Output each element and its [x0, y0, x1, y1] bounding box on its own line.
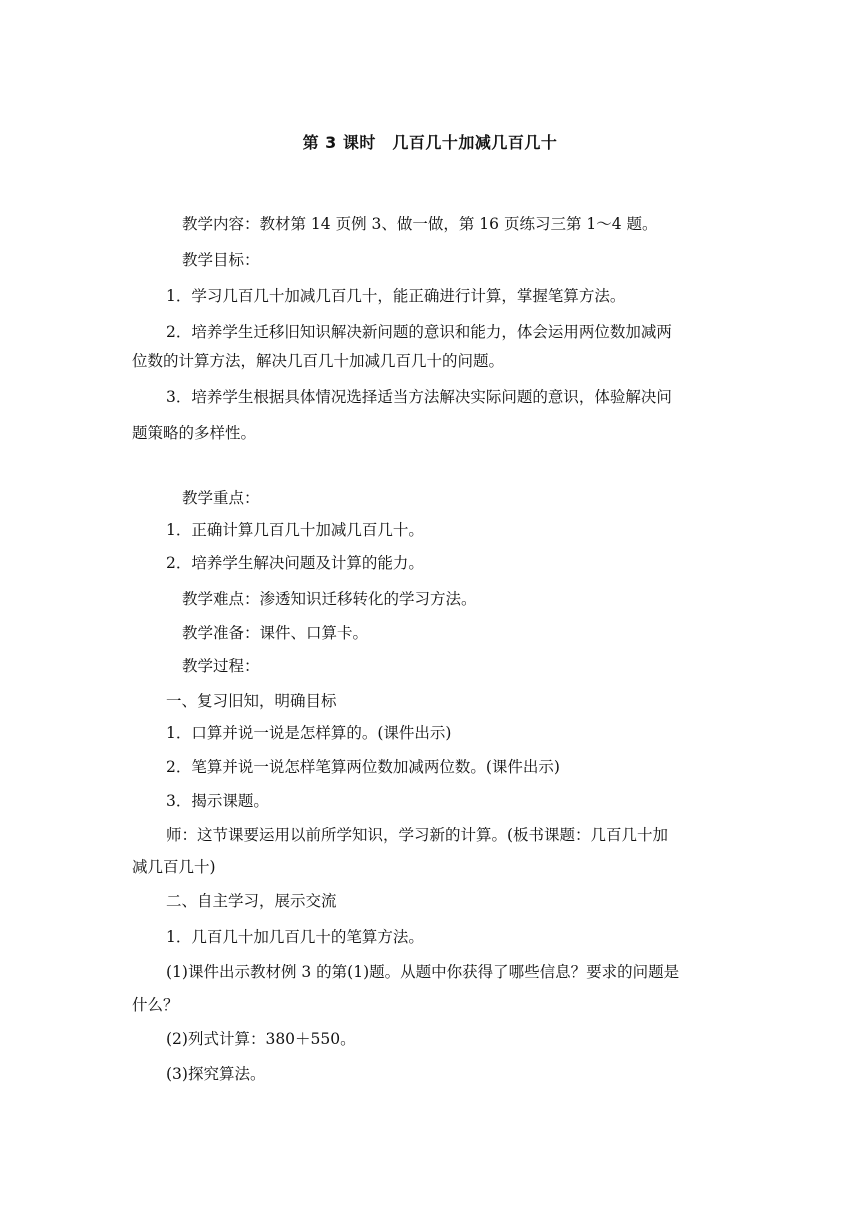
key-points-heading: 教学重点： [182, 489, 260, 507]
objective-2-line-2: 位数的计算方法，解决几百几十加减几百几十的问题。 [132, 352, 505, 370]
difficulty: 教学难点：渗透知识迁移转化的学习方法。 [182, 590, 477, 608]
objectives-heading: 教学目标： [182, 251, 260, 269]
step-1: 1．口算并说一说是怎样算的。(课件出示) [166, 724, 452, 742]
objective-2-line-1: 2．培养学生迁移旧知识解决新问题的意识和能力，体会运用两位数加减两 [166, 323, 672, 341]
objective-1: 1．学习几百几十加减几百几十，能正确进行计算，掌握笔算方法。 [166, 287, 626, 305]
key-point-2: 2．培养学生解决问题及计算的能力。 [166, 554, 424, 572]
teaching-content: 教学内容：教材第 14 页例 3、做一做，第 16 页练习三第 1～4 题。 [182, 215, 658, 233]
question-1-line-2: 什么？ [132, 996, 179, 1014]
section-1-heading: 一、复习旧知，明确目标 [166, 692, 337, 710]
lesson-title: 第 3 课时 几百几十加减几百几十 [302, 133, 558, 152]
calculation-step: (2)列式计算：380＋550。 [166, 1030, 356, 1048]
question-1-line-1: (1)课件出示教材例 3 的第(1)题。从题中你获得了哪些信息？要求的问题是 [166, 963, 680, 981]
process-heading: 教学过程： [182, 657, 260, 675]
teacher-line-1: 师：这节课要运用以前所学知识，学习新的计算。(板书课题：几百几十加 [166, 826, 669, 844]
explore-step: (3)探究算法。 [166, 1065, 266, 1083]
key-point-1: 1．正确计算几百几十加减几百几十。 [166, 521, 424, 539]
preparation: 教学准备：课件、口算卡。 [182, 624, 369, 642]
objective-3-line-2: 题策略的多样性。 [132, 424, 257, 442]
method-heading: 1．几百几十加几百几十的笔算方法。 [166, 928, 424, 946]
objective-3-line-1: 3．培养学生根据具体情况选择适当方法解决实际问题的意识，体验解决问 [166, 388, 672, 406]
step-3: 3．揭示课题。 [166, 792, 269, 810]
section-2-heading: 二、自主学习，展示交流 [166, 892, 337, 910]
step-2: 2．笔算并说一说怎样笔算两位数加减两位数。(课件出示) [166, 758, 560, 776]
teacher-line-2: 减几百几十) [132, 858, 216, 876]
